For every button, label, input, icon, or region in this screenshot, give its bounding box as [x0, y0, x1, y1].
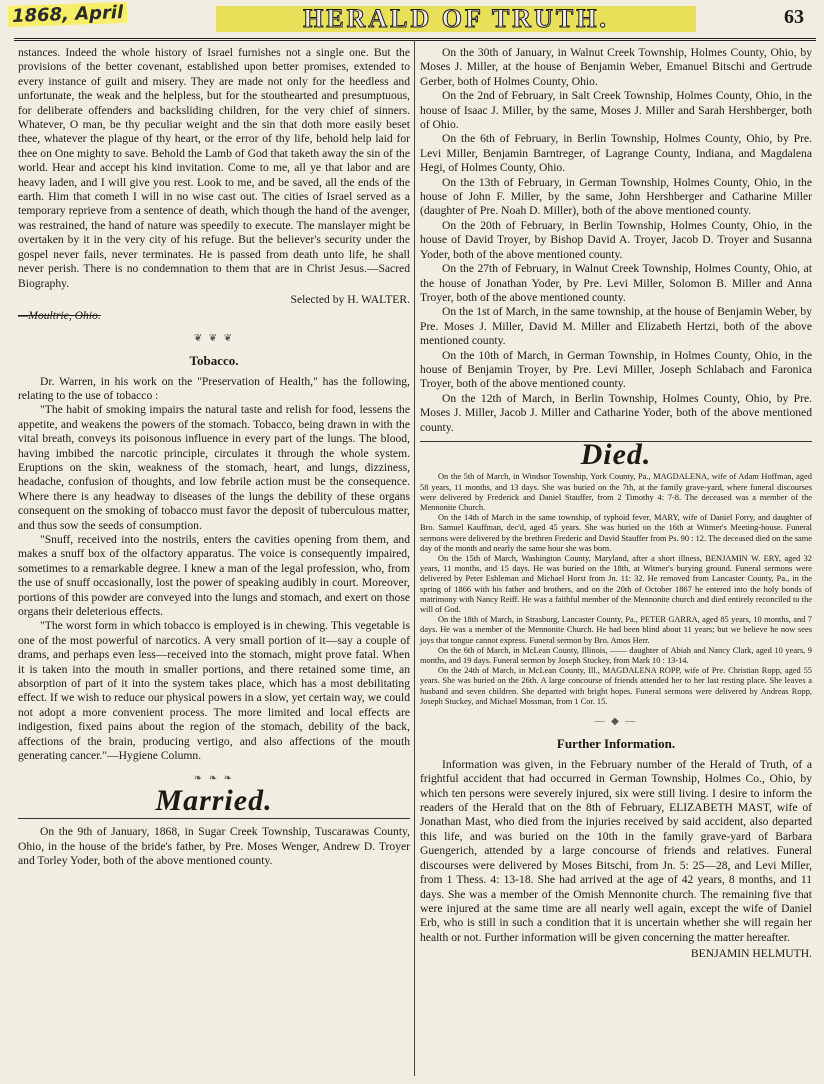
death-notice: On the 15th of March, Washington County, Maryland, after a short illness, BENJAMIN W. ERY, aged 32 years, 11 months, and 15 days. He was buried on the 18th, at Witmer's burying ground. Funeral sermons were delivered by Peter Eshleman and Michael Horst from Jn. 11: 32. He removed from Lancaster County, Pa., in the spring of 1866 with his father and brothers, and on the 20th of October 1867 he entered into the holy bonds of matrimony with Nancy Reiff. He was a faithful member of the Mennonite church and died entirely reconciled to the will of God. — [420, 554, 812, 615]
death-notice: On the 14th of March in the same township, of typhoid fever, MARY, wife of Daniel Forry, and daughter of Bro. Samuel Kauffman, dec'd, aged 45 years. She was buried on the 16th at Witmer's Meeting-house. Funeral sermons were delivered by the brethren Frederic and David Stauffer from Ps. 90 : 12. The deceased died on the same day of the month and nearly the same hour she was born. — [420, 513, 812, 553]
further-signature: BENJAMIN HELMUTH. — [690, 947, 812, 961]
page-header — [0, 0, 824, 36]
section-ornament: — ◆ — — [594, 716, 638, 728]
marriage-notice: On the 20th of February, in Berlin Township, Holmes County, Ohio, in the house of David Troyer, by Bishop David A. Troyer, Jacob D. Troyer and Susanna Yoder, both of the above mentioned county. — [420, 218, 812, 261]
tobacco-paragraph: Dr. Warren, in his work on the "Preservation of Health," has the following, relating to the use of tobacco : — [18, 374, 410, 402]
death-notice: On the 18th of March, in Strasburg, Lancaster County, Pa., PETER GARRA, aged 85 years, 10 months, and 7 days. He was a member of the Mennonite Church. He had been blind about 11 years; but we believe he now sees joys that tongue cannot express. Funeral sermon by Bro. Amos Herr. — [420, 615, 812, 645]
masthead: HERALD OF TRUTH. — [216, 6, 696, 32]
further-paragraph: Information was given, in the February number of the Herald of Truth, of a frightful accident that had occurred in German Township, Holmes Co., Ohio, by which ten persons were severely injured, six were still living. I desire to inform the readers of the Herald that on the 8th of February, ELIZABETH MAST, wife of Jonathan Mast, who died from the injuries received by said accident, also departed this life, and was buried on the 10th in the family grave-yard of Barbara Guengerich, attended by a large concourse of friends and relatives. Funeral discourses were delivered by Moses Bitschi, from Jn. 5: 25—28, and Levi Miller, from 1 Thess. 4: 13-18. She had arrived at the age of 42 years, 8 months, and 11 days. She was a member of the Omish Mennonite church. The remaining five that were injured at the same time are all nearly well again, except the wife of Daniel Erb, who is still in such a condition that it is uncertain whether she will regain her health or not. Further information will be given concerning the matter hereafter. — [420, 757, 812, 944]
death-notice: On the 6th of March, in McLean County, Illinois, —— daughter of Abiah and Nancy Clark, aged 10 years, 9 months, and 19 days. Funeral sermon by Joseph Stuckey, from Mark 10 : 13-14. — [420, 645, 812, 666]
location-line: —Moultrie, Ohio. — [18, 309, 101, 323]
death-notices — [420, 472, 812, 707]
handwritten-date: 1868, April — [8, 2, 128, 27]
death-notice: On the 24th of March, in McLean County, Ill., MAGDALENA ROPP, wife of Pre. Christian Ropp, aged 55 years. She was buried on the 26th. A large concourse of friends attended her to her last resting place. She leaves a husband and seven children. She departed with bright hopes. Funeral sermons were delivered by Andreas Ropp, Joseph Stuckey, and Michael Mossman, from 1 Cor. 15. — [420, 666, 812, 706]
marriage-notice: On the 13th of February, in German Township, Holmes County, Ohio, in the house of John F. Miller, by the same, John Hershberger and Catharine Miller (daughter of Pre. Noah D. Miller), both of the above mentioned county. — [420, 175, 812, 218]
header-rule — [14, 38, 816, 41]
left-column — [18, 46, 410, 869]
marriage-notice: On the 12th of March, in Berlin Township, Holmes County, Ohio, by Pre. Moses J. Miller, Jacob J. Miller and Catharine Yoder, both of the above mentioned county. — [420, 391, 812, 434]
intro-paragraph: nstances. Indeed the whole history of Israel furnishes not a single one. But the provisions of the better covenant, established upon better promises, extended to every instance of guilt and misery. They are made not only for the heedless and unfortunate, the weak and the helpless, but for the stouthearted and presumptuous, for deliberate offenders and backsliding children, for the very chief of sinners. Whatever, O man, be thy peculiar weight and the sin that doth more easily beset thee, whatever the plague of thy heart, or the error of thy life, behold help laid for thee on One mighty to save. Behold the Lamb of God that taketh away the sin of the world. Hear and accept his kind invitation. Come to me, all ye that labor and are heavy laden, and I will give you rest. Look to me, and be saved, all the ends of the earth. Him that cometh I will in no wise cast out. The cities of Israel served as a temporary reprieve from a sentence of death, which though the hand of the avenger, was restrained, the hand of nature was speedily to execute. The manslayer might be overtaken by it in the very city of his refuge. But the believer's security under the gospel never fails, never terminates. He is passed from death unto life, he shall never perish. There is no condemnation to them that are in Christ Jesus.—Sacred Biography. — [18, 46, 410, 290]
tobacco-paragraph: "The habit of smoking impairs the natural taste and relish for food, lessens the appetite, and weakens the powers of the stomach. Tobacco, being drawn in with the vital breath, conveys its poisonous influence in every part of the lungs. The blood, having imbibed the narcotic principle, circulates it through the whole system. Eruptions on the skin, weakness of the stomach, heart, and lungs, dizziness, headache, confusion of thoughts, and low febrile action must be the consequence. Where there is any headway to diseases of the lungs the debility of these organs consequent on the smoking of tobacco must favor the deposit of tuberculous matter, and thus sow the seeds of consumption. — [18, 403, 410, 532]
tobacco-paragraph: "The worst form in which tobacco is employed is in chewing. This vegetable is one of the most powerful of narcotics. A very small portion of it—say a couple of drams, and perhaps even less—received into the stomach, might prove fatal. When it is taken into the mouth in smaller portions, and there retained some time, an absorption of part of it into the system takes place, which has a most debilitating effect. If we wish to reduce our physical powers in a slow, yet certain way, we could not adopt a more convenient process. The more limited and local effects are indigestion, fixed pains about the region of the stomach, debility of the back, affections of the brain, producing vertigo, and also affections of the mouth generating cancer."—Hygiene Column. — [18, 619, 410, 763]
further-title: Further Information. — [556, 736, 676, 752]
marriage-notice: On the 2nd of February, in Salt Creek Township, Holmes County, Ohio, in the house of Isaac J. Miller, by the same, Moses J. Miller and Sarah Hershberger, both of Ohio. — [420, 89, 812, 132]
section-rule — [18, 818, 410, 819]
section-ornament: ❦ ❦ ❦ — [193, 332, 235, 344]
married-paragraph: On the 9th of January, 1868, in Sugar Creek Township, Tuscarawas County, Ohio, in the house of the bride's father, by Pre. Moses Wenger, Andrew D. Troyer and Torley Yoder, both of the above mentioned county. — [18, 825, 410, 868]
died-title: Died. — [580, 437, 652, 471]
marriage-notice: On the 1st of March, in the same township, at the house of Benjamin Weber, by Pre. Moses J. Miller, David M. Miller and Elizabeth Hertzi, both of the above mentioned county. — [420, 305, 812, 348]
marriage-notice: On the 30th of January, in Walnut Creek Township, Holmes County, Ohio, by Moses J. Miller, at the house of Benjamin Weber, Emanuel Bitschi and Gertrude Gerber, both of Holmes County, Ohio. — [420, 46, 812, 88]
selected-by: Selected by H. WALTER. — [290, 292, 410, 306]
tobacco-title: Tobacco. — [189, 353, 239, 369]
right-column — [420, 46, 812, 962]
marriage-notice: On the 27th of February, in Walnut Creek Township, Holmes County, Ohio, at the house of Jonathan Yoder, by Pre. Levi Miller, Solomon B. Miller and Anna Troyer, both of the above mentioned county. — [420, 262, 812, 304]
section-ornament: ❧ ❧ ❧ — [193, 772, 235, 784]
tobacco-paragraph: "Snuff, received into the nostrils, enters the cavities opening from them, and makes a snuff box of the olfactory apparatus. The voice is consequently impaired, sometimes to a remarkable degree. I knew a man of the legal profession, who, from the use of snuff occasionally, lost the power of speaking audibly in court. Moreover, portions of this powder are conveyed into the lungs and stomach, and exert on those organs their deleterious effects. — [18, 533, 410, 619]
column-divider — [414, 40, 415, 1076]
marriage-notice: On the 6th of February, in Berlin Township, Holmes County, Ohio, by Pre. Levi Miller, Benjamin Barntreger, of Lagrange County, Indiana, and Magdalena Hegi, of Holmes County, Ohio. — [420, 132, 812, 175]
married-title: Married. — [155, 783, 273, 817]
marriage-notice: On the 10th of March, in German Township, in Holmes County, Ohio, in the house of Benjamin Troyer, by Pre. Levi Miller, Joseph Schlabach and Faronica Troyer, both of the above mentioned county. — [420, 348, 812, 391]
death-notice: On the 5th of March, in Windsor Township, York County, Pa., MAGDALENA, wife of Adam Hoffman, aged 58 years, 11 months, and 13 days. She was buried on the 7th, at the family grave-yard, where funeral discourses were delivered by Frederick and Daniel Stauffer, from 2 Timothy 4: 7-8. The deceased was a member of the Mennonite Church. — [420, 472, 812, 512]
page-number: 63 — [784, 6, 804, 28]
